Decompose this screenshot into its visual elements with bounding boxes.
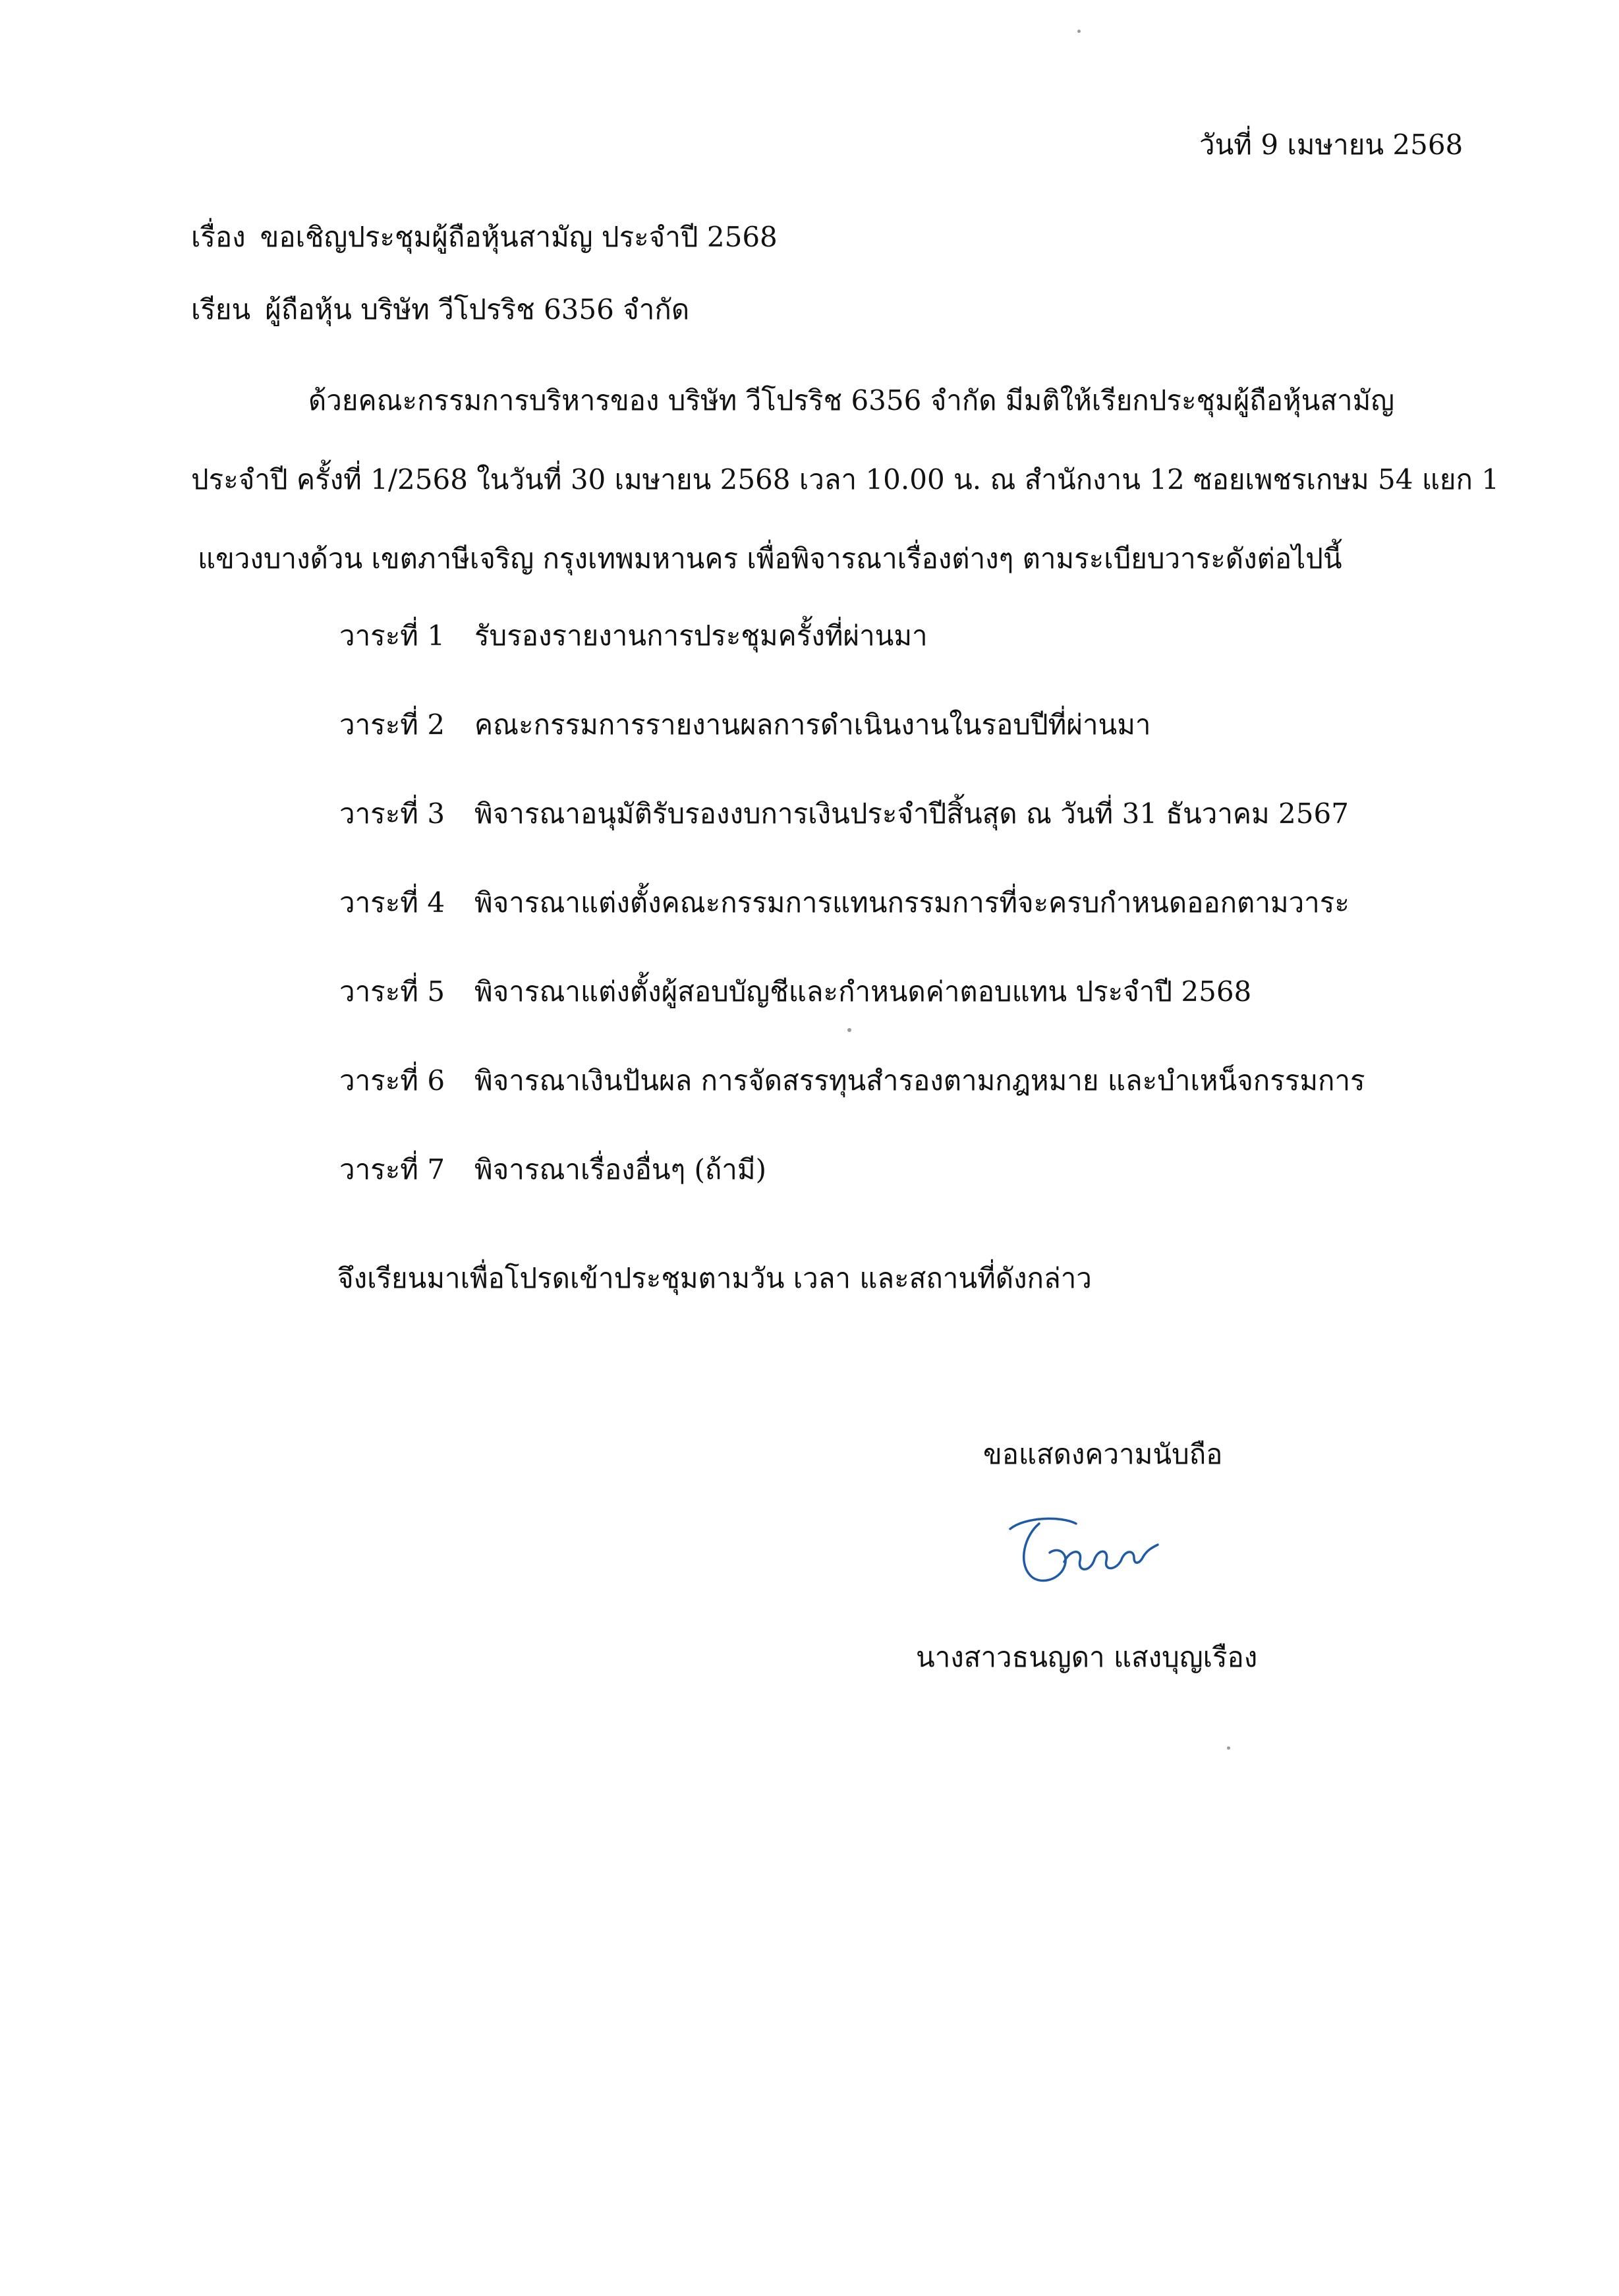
- subject-line: [191, 221, 778, 254]
- agenda-number: วาระที่ 2: [339, 708, 445, 741]
- agenda-number: วาระที่ 4: [339, 886, 445, 919]
- recipient-label: เรียน: [191, 293, 251, 326]
- agenda-text: พิจารณาอนุมัติรับรองงบการเงินประจำปีสิ้นสุด ณ วันที่ 31 ธันวาคม 2567: [474, 797, 1349, 830]
- letter-date: วันที่ 9 เมษายน 2568: [1199, 129, 1463, 161]
- agenda-number: วาระที่ 7: [339, 1153, 445, 1186]
- paper-speck: [1077, 30, 1081, 33]
- regards-line: ขอแสดงความนับถือ: [983, 1438, 1223, 1470]
- agenda-text: รับรองรายงานการประชุมครั้งที่ผ่านมา: [474, 619, 928, 652]
- agenda-item: [339, 886, 1349, 919]
- recipient-text: ผู้ถือหุ้น บริษัท วีโปรริช 6356 จำกัด: [265, 293, 690, 326]
- recipient-line: [191, 293, 689, 326]
- agenda-item: [339, 619, 928, 652]
- agenda-item: [339, 708, 1151, 741]
- handwritten-signature: [998, 1509, 1163, 1595]
- agenda-text: พิจารณาเงินปันผล การจัดสรรทุนสำรองตามกฎหมาย และบำเหน็จกรรมการ: [474, 1064, 1365, 1097]
- agenda-number: วาระที่ 3: [339, 797, 445, 830]
- closing-line: จึงเรียนมาเพื่อโปรดเข้าประชุมตามวัน เวลา และสถานที่ดังกล่าว: [337, 1262, 1092, 1294]
- agenda-item: [339, 975, 1251, 1008]
- subject-text: ขอเชิญประชุมผู้ถือหุ้นสามัญ ประจำปี 2568: [260, 221, 778, 253]
- agenda-number: วาระที่ 1: [339, 619, 445, 652]
- agenda-number: วาระที่ 5: [339, 975, 445, 1008]
- subject-label: เรื่อง: [191, 221, 246, 253]
- body-line: ด้วยคณะกรรมการบริหารของ บริษัท วีโปรริช 6356 จำกัด มีมติให้เรียกประชุมผู้ถือหุ้นสามัญ: [308, 384, 1395, 416]
- paper-speck: [847, 1028, 851, 1032]
- agenda-item: [339, 797, 1349, 830]
- agenda-number: วาระที่ 6: [339, 1064, 445, 1097]
- agenda-text: พิจารณาแต่งตั้งผู้สอบบัญชีและกำหนดค่าตอบแทน ประจำปี 2568: [474, 975, 1252, 1008]
- body-line: แขวงบางด้วน เขตภาษีเจริญ กรุงเทพมหานคร เพื่อพิจารณาเรื่องต่างๆ ตามระเบียบวาระดังต่อไปนี้: [198, 542, 1342, 575]
- signer-name: นางสาวธนญดา แสงบุญเรือง: [916, 1641, 1258, 1673]
- paper-speck: [1227, 1746, 1230, 1750]
- agenda-text: พิจารณาเรื่องอื่นๆ (ถ้ามี): [474, 1153, 766, 1186]
- agenda-item: [339, 1153, 766, 1186]
- body-line: ประจำปี ครั้งที่ 1/2568 ในวันที่ 30 เมษายน 2568 เวลา 10.00 น. ณ สำนักงาน 12 ซอยเพชรเกษม 54 แยก 1: [191, 463, 1500, 496]
- agenda-item: [339, 1064, 1365, 1097]
- agenda-text: คณะกรรมการรายงานผลการดำเนินงานในรอบปีที่ผ่านมา: [474, 708, 1151, 741]
- agenda-text: พิจารณาแต่งตั้งคณะกรรมการแทนกรรมการที่จะครบกำหนดออกตามวาระ: [474, 886, 1349, 919]
